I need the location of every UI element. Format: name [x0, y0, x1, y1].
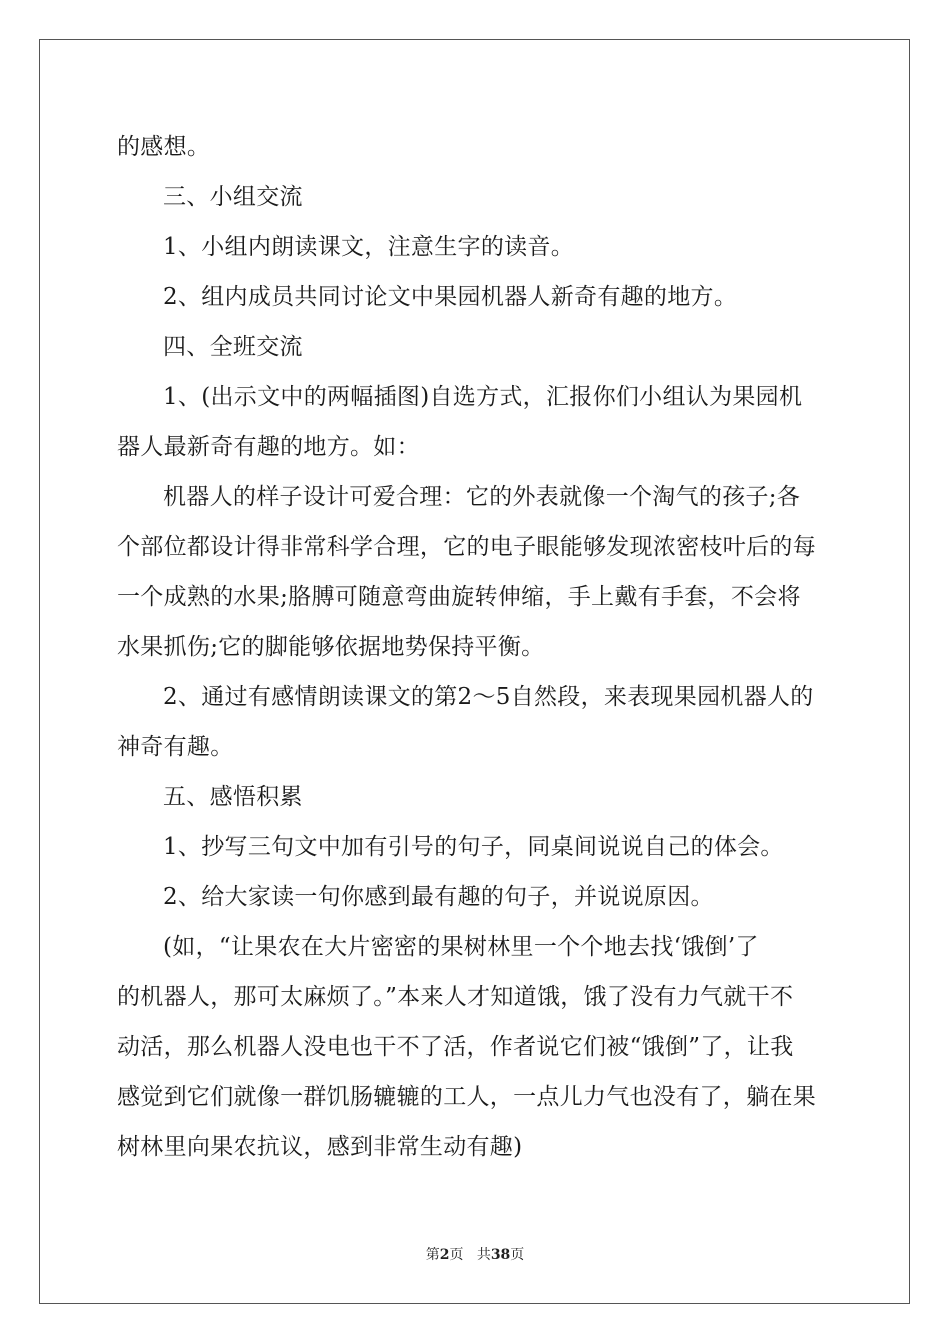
page-prefix: 第 — [425, 1247, 440, 1263]
text-line: 一个成熟的水果;胳膊可随意弯曲旋转伸缩，手上戴有手套，不会将 — [117, 584, 801, 610]
page-number: 2 — [439, 1247, 450, 1263]
text-line: 树林里向果农抗议，感到非常生动有趣) — [117, 1134, 523, 1160]
text-line: 个部位都设计得非常科学合理，它的电子眼能够发现浓密枝叶后的每 — [117, 534, 816, 560]
total-prefix: 共 — [476, 1247, 491, 1263]
paragraph — [117, 172, 837, 222]
paragraph — [117, 922, 837, 1172]
text-line: 2、组内成员共同讨论文中果园机器人新奇有趣的地方。 — [163, 284, 738, 310]
paragraph — [117, 122, 837, 172]
paragraph — [117, 272, 837, 322]
paragraph — [117, 372, 837, 472]
paragraph — [117, 872, 837, 922]
text-line: 三、小组交流 — [163, 184, 303, 210]
paragraph — [117, 672, 837, 772]
total-pages: 38 — [490, 1247, 511, 1263]
paragraph — [117, 772, 837, 822]
text-line: 机器人的样子设计可爱合理：它的外表就像一个淘气的孩子;各 — [163, 484, 801, 510]
text-line: (如，“让果农在大片密密的果树林里一个个地去找‘饿倒’了 — [163, 934, 759, 960]
text-line: 感觉到它们就像一群饥肠辘辘的工人，一点儿力气也没有了，躺在果 — [117, 1084, 816, 1110]
text-line: 水果抓伤;它的脚能够依据地势保持平衡。 — [117, 634, 545, 660]
page-footer — [0, 1244, 950, 1264]
text-line: 神奇有趣。 — [117, 734, 234, 760]
paragraph — [117, 222, 837, 272]
paragraph — [117, 322, 837, 372]
text-line: 1、(出示文中的两幅插图)自选方式，汇报你们小组认为果园机 — [163, 384, 803, 410]
text-line: 的机器人，那可太麻烦了。”本来人才知道饿，饿了没有力气就干不 — [117, 984, 794, 1010]
text-line: 器人最新奇有趣的地方。如： — [117, 434, 420, 460]
paragraph — [117, 822, 837, 872]
text-line: 2、给大家读一句你感到最有趣的句子，并说说原因。 — [163, 884, 714, 910]
total-suffix: 页 — [510, 1247, 525, 1263]
text-line: 的感想。 — [117, 134, 211, 160]
text-line: 动活，那么机器人没电也干不了活，作者说它们被“饿倒”了，让我 — [117, 1034, 794, 1060]
page-suffix: 页 — [449, 1247, 464, 1263]
text-line: 1、抄写三句文中加有引号的句子，同桌间说说自己的体会。 — [163, 834, 784, 860]
text-line: 四、全班交流 — [163, 334, 303, 360]
text-line: 2、通过有感情朗读课文的第2～5自然段，来表现果园机器人的 — [163, 684, 814, 710]
text-line: 五、感悟积累 — [163, 784, 303, 810]
text-line: 1、小组内朗读课文，注意生字的读音。 — [163, 234, 575, 260]
document-body — [117, 122, 837, 1172]
paragraph — [117, 472, 837, 672]
